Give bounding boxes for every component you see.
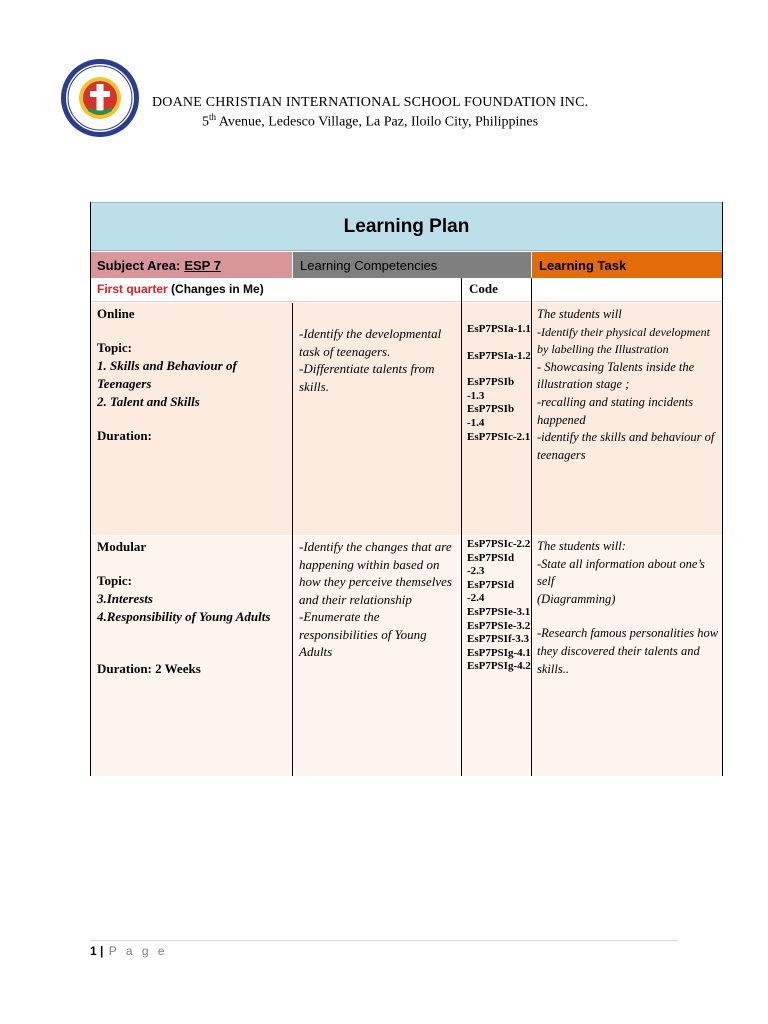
task-header: Learning Task	[532, 252, 723, 278]
code-item: EsP7PSIf-3.3	[467, 633, 530, 646]
plan-title: Learning Plan	[90, 202, 723, 251]
column-divider	[292, 303, 293, 776]
table-border-right	[722, 202, 723, 776]
competencies-cell	[293, 303, 461, 535]
task-item: The students will:	[537, 539, 626, 553]
topic-label: Topic:	[97, 340, 132, 355]
task-item	[537, 608, 723, 625]
quarter-row	[90, 278, 723, 302]
task-item: -identify the skills and behaviour of teenagers	[537, 430, 715, 462]
code-item: EsP7PSIc-2.1	[467, 430, 531, 443]
competency-item: -Differentiate talents from skills.	[299, 361, 435, 394]
online-cell	[90, 303, 292, 535]
code-item: EsP7PSIb -1.4	[467, 403, 515, 429]
competency-item: -Identify the changes that are happening within based on how they perceive themselves and their relationship	[299, 539, 452, 607]
topic-item: 3.Interests	[97, 591, 153, 606]
code-item: EsP7PSIa-1.1	[467, 323, 531, 335]
school-seal-logo	[60, 58, 140, 138]
mode-label: Online	[97, 306, 135, 321]
task-item: -recalling and stating incidents happened	[537, 394, 694, 427]
topic-item: 1. Skills and Behaviour of Teenagers	[97, 358, 237, 391]
code-item: EsP7PSIe-3.2	[467, 619, 531, 632]
topic-item: 4.Responsibility of Young Adults	[97, 609, 271, 624]
task-cell	[532, 536, 723, 776]
mode-label: Modular	[97, 539, 147, 554]
modular-cell	[90, 536, 292, 776]
task-cell	[532, 303, 723, 535]
duration-label: Duration:	[97, 428, 152, 443]
table-border-left	[90, 202, 91, 776]
task-item: -Research famous personalities how they discovered their talents and skills..	[537, 626, 719, 676]
topic-label: Topic:	[97, 573, 132, 588]
code-item: EsP7PSId -2.4	[467, 578, 515, 605]
task-item: -Identify their physical development by labelling the Illustration	[537, 324, 710, 357]
code-header: Code	[469, 281, 498, 296]
competency-item: -Enumerate the responsibilities of Young Adults	[299, 609, 427, 659]
column-divider	[531, 278, 532, 776]
quarter-label: First quarter (Changes in Me)	[97, 282, 264, 296]
page-number: 1	[90, 944, 97, 958]
code-item: EsP7PSIc-2.2	[467, 538, 531, 550]
code-item: EsP7PSId -2.3	[467, 551, 515, 578]
learning-plan-table	[90, 202, 723, 776]
topic-item: 2. Talent and Skills	[97, 394, 200, 409]
competencies-header: Learning Competencies	[293, 252, 531, 278]
competency-item: -Identify the developmental task of teenagers.	[299, 326, 442, 359]
code-item: EsP7PSIg-4.2	[467, 660, 531, 673]
code-cell	[462, 536, 531, 776]
column-divider	[461, 278, 462, 776]
code-item: EsP7PSIe-3.1	[467, 605, 531, 618]
page-word: P a g e	[108, 944, 168, 958]
code-item: EsP7PSIb -1.3	[467, 376, 515, 402]
competencies-cell	[293, 536, 461, 776]
school-name: DOANE CHRISTIAN INTERNATIONAL SCHOOL FOUNDATION INC.	[152, 95, 589, 110]
code-item: EsP7PSIg-4.1	[467, 646, 531, 659]
code-item: EsP7PSIa-1.2	[467, 349, 531, 362]
subject-area-header: Subject Area: ESP 7	[90, 252, 292, 278]
school-address: 5th Avenue, Ledesco Village, La Paz, Iloilo City, Philippines	[202, 112, 539, 130]
footer-divider	[90, 940, 678, 941]
duration-label: Duration: 2 Weeks	[97, 661, 201, 676]
page-footer: 1 | P a g e	[90, 944, 168, 958]
task-item: (Diagramming)	[537, 591, 616, 606]
task-item: -State all information about one’s self	[537, 556, 705, 589]
task-item: - Showcasing Talents inside the illustration stage ;	[537, 359, 695, 392]
subject-value: ESP 7	[184, 257, 221, 273]
task-item: The students will	[537, 307, 622, 321]
code-cell	[462, 303, 531, 535]
